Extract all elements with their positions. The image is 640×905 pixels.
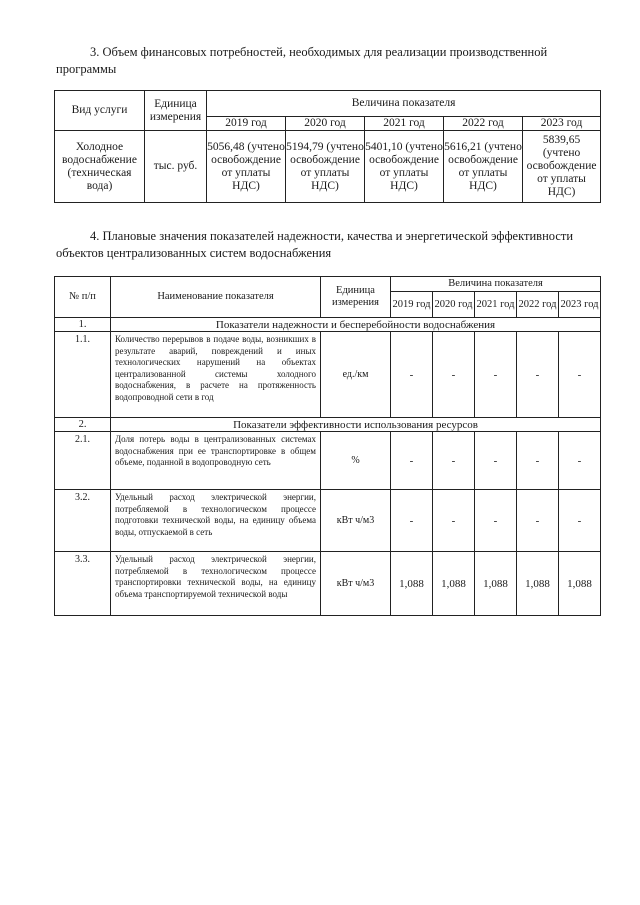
value-cell: - <box>433 490 475 552</box>
value-cell: - <box>475 490 517 552</box>
value-cell: - <box>517 432 559 490</box>
table-row <box>55 490 601 552</box>
col-header-unit: Единица измерения <box>145 91 207 131</box>
indicators-table <box>54 276 601 616</box>
value-cell: - <box>391 332 433 418</box>
col-header-num: № п/п <box>55 277 111 318</box>
financial-needs-table <box>54 90 601 203</box>
indicator-name: Удельный расход электрической энергии, потребляемой в технологическом процессе подготовки технической воды, на единицу объема воды, отпускаемой в сеть <box>111 490 321 552</box>
section-number: 1. <box>55 318 111 332</box>
section-row <box>55 418 601 432</box>
section3-heading-line1: 3. Объем финансовых потребностей, необходимых для реализации производственной <box>90 45 548 59</box>
col-header-value: Величина показателя <box>391 277 601 292</box>
value-cell: - <box>559 332 601 418</box>
indicator-unit: кВт ч/м3 <box>321 552 391 616</box>
financial-value-cell: 5839,65 (учтено освобождение от уплаты НДС) <box>523 131 601 203</box>
value-cell: 1,088 <box>433 552 475 616</box>
indicator-unit: кВт ч/м3 <box>321 490 391 552</box>
indicator-name: Удельный расход электрической энергии, потребляемой в технологическом процессе транспортировки технической воды, на единицу объема транспортируемой технической воды <box>111 552 321 616</box>
financial-value-cell: 5401,10 (учтено освобождение от уплаты НДС) <box>365 131 444 203</box>
year-header: 2019 год <box>391 292 433 318</box>
section4-heading-line2: объектов централизованных систем водоснабжения <box>56 246 332 260</box>
section3-heading-line2: программы <box>56 62 117 76</box>
section4-heading <box>56 228 600 262</box>
value-cell: 1,088 <box>559 552 601 616</box>
year-header: 2021 год <box>365 117 444 131</box>
service-unit: тыс. руб. <box>145 131 207 203</box>
service-name: Холодное водоснабжение (техническая вода) <box>55 131 145 203</box>
value-cell: - <box>559 432 601 490</box>
value-cell: - <box>475 432 517 490</box>
col-header-value: Величина показателя <box>207 91 601 117</box>
section-number: 2. <box>55 418 111 432</box>
value-cell: 1,088 <box>517 552 559 616</box>
indicator-name: Доля потерь воды в централизованных системах водоснабжения при ее транспортировке в общем объеме, поданной в водопроводную сеть <box>111 432 321 490</box>
value-cell: - <box>475 332 517 418</box>
year-header: 2019 год <box>207 117 286 131</box>
col-header-name: Наименование показателя <box>111 277 321 318</box>
year-header: 2022 год <box>444 117 523 131</box>
indicator-unit: % <box>321 432 391 490</box>
table-row <box>55 432 601 490</box>
section3-heading <box>56 44 600 78</box>
value-cell: - <box>433 332 475 418</box>
row-number: 1.1. <box>55 332 111 418</box>
year-header: 2023 год <box>559 292 601 318</box>
section4-heading-line1: 4. Плановые значения показателей надежности, качества и энергетической эффективности <box>90 229 574 243</box>
row-number: 3.2. <box>55 490 111 552</box>
indicator-name: Количество перерывов в подаче воды, возникших в результате аварий, повреждений и иных технологических нарушений на объектах централизованной системы холодного водоснабжения, в расчете на протяженность водопроводной сети в год <box>111 332 321 418</box>
financial-value-cell: 5616,21 (учтено освобождение от уплаты НДС) <box>444 131 523 203</box>
section-title: Показатели надежности и бесперебойности водоснабжения <box>111 318 601 332</box>
financial-value-cell: 5056,48 (учтено освобождение от уплаты НДС) <box>207 131 286 203</box>
table-row <box>55 332 601 418</box>
value-cell: - <box>433 432 475 490</box>
indicator-unit: ед./км <box>321 332 391 418</box>
value-cell: - <box>517 490 559 552</box>
year-header: 2023 год <box>523 117 601 131</box>
row-number: 3.3. <box>55 552 111 616</box>
value-cell: 1,088 <box>475 552 517 616</box>
year-header: 2022 год <box>517 292 559 318</box>
section-row <box>55 318 601 332</box>
col-header-unit: Единица измерения <box>321 277 391 318</box>
year-header: 2020 год <box>286 117 365 131</box>
table-row <box>55 552 601 616</box>
value-cell: - <box>391 432 433 490</box>
value-cell: - <box>391 490 433 552</box>
section-title: Показатели эффективности использования ресурсов <box>111 418 601 432</box>
row-number: 2.1. <box>55 432 111 490</box>
value-cell: - <box>559 490 601 552</box>
financial-value-cell: 5194,79 (учтено освобождение от уплаты НДС) <box>286 131 365 203</box>
value-cell: - <box>517 332 559 418</box>
year-header: 2021 год <box>475 292 517 318</box>
col-header-service: Вид услуги <box>55 91 145 131</box>
value-cell: 1,088 <box>391 552 433 616</box>
year-header: 2020 год <box>433 292 475 318</box>
